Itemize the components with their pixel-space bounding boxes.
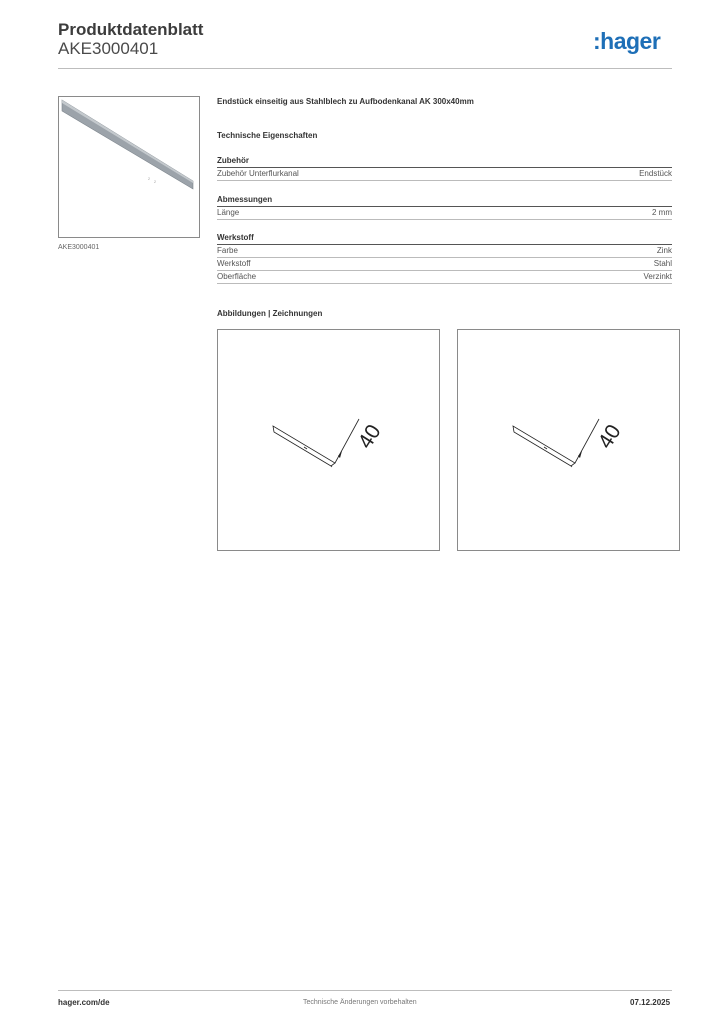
row-rule (217, 219, 672, 220)
group-abmessungen (217, 194, 672, 220)
dimension-label: 40 (593, 420, 626, 453)
property-row (217, 271, 672, 283)
property-value: Zink (656, 246, 672, 255)
footer-divider (58, 990, 672, 991)
product-image (59, 97, 199, 237)
row-rule (217, 283, 672, 284)
group-title: Abmessungen (217, 195, 273, 204)
images-heading: Abbildungen | Zeichnungen (217, 309, 323, 318)
property-label: Zubehör Unterflurkanal (217, 169, 299, 178)
property-label: Werkstoff (217, 259, 251, 268)
property-row (217, 168, 672, 180)
property-row (217, 258, 672, 270)
product-description: Endstück einseitig aus Stahlblech zu Aufbodenkanal AK 300x40mm (217, 97, 474, 106)
group-zubehoer (217, 155, 672, 181)
hager-logo (593, 28, 673, 56)
group-werkstoff (217, 232, 672, 284)
technical-drawing-2 (457, 329, 680, 551)
properties-heading: Technische Eigenschaften (217, 131, 318, 140)
header-divider (58, 68, 672, 69)
product-thumbnail (58, 96, 200, 238)
dimension-label: 40 (353, 420, 386, 453)
product-code: AKE3000401 (58, 39, 159, 58)
property-value: 2 mm (652, 208, 672, 217)
page-title: Produktdatenblatt (58, 20, 204, 39)
group-title: Werkstoff (217, 233, 254, 242)
logo-text: :hager (593, 28, 661, 54)
property-value: Verzinkt (643, 272, 672, 281)
property-value: Stahl (653, 259, 672, 268)
row-rule (217, 180, 672, 181)
technical-drawing-1 (217, 329, 440, 551)
property-value: Endstück (639, 169, 672, 178)
svg-text:2: 2 (148, 177, 150, 181)
thumbnail-caption: AKE3000401 (58, 244, 100, 251)
property-label: Oberfläche (217, 272, 257, 281)
property-row (217, 245, 672, 257)
footer-website-link[interactable]: hager.com/de (58, 998, 110, 1007)
svg-text:2: 2 (154, 180, 156, 184)
drawing-graphic (218, 330, 439, 550)
property-label: Länge (217, 208, 240, 217)
footer-date: 07.12.2025 (630, 998, 671, 1007)
group-title: Zubehör (217, 156, 249, 165)
drawing-graphic (458, 330, 679, 550)
footer-disclaimer: Technische Änderungen vorbehalten (303, 999, 417, 1006)
property-label: Farbe (217, 246, 238, 255)
property-row (217, 207, 672, 219)
